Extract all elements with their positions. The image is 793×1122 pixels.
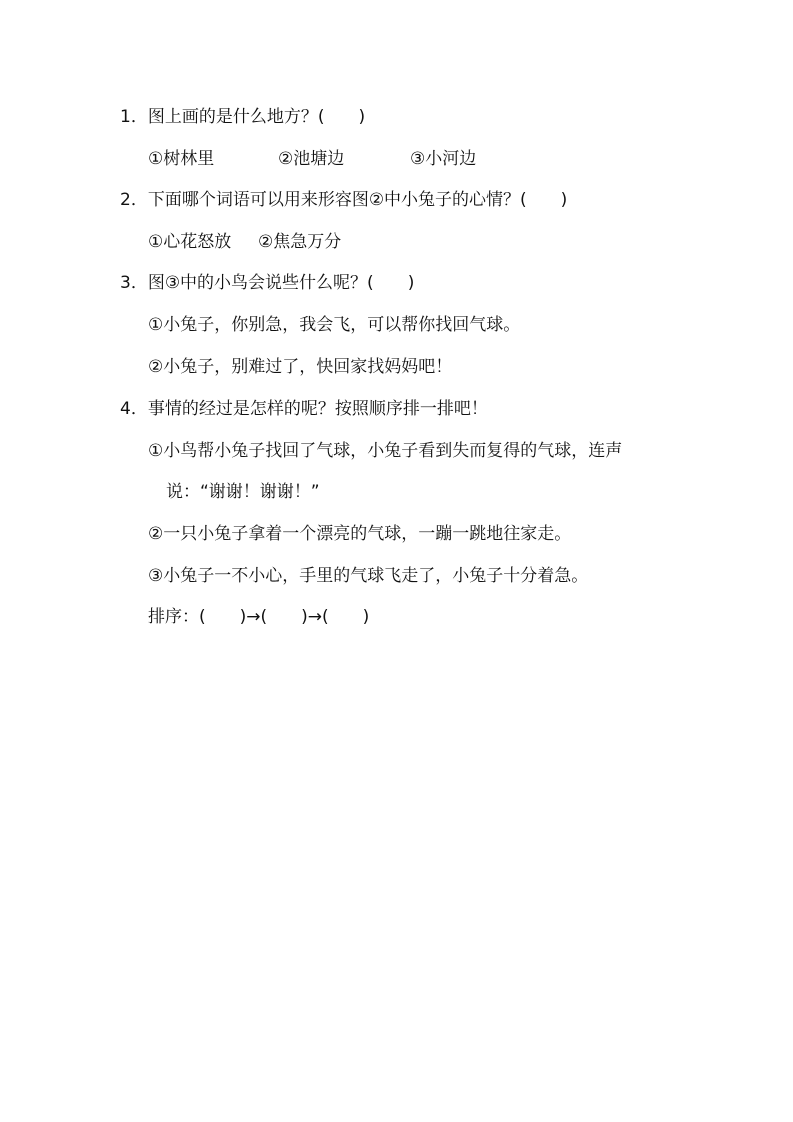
option-1-2: ②池塘边 (278, 149, 345, 169)
question-3: 3．图③中的小鸟会说些什么呢？( ) (120, 273, 415, 293)
option-3-2: ②小兔子，别难过了，快回家找妈妈吧！ (148, 357, 453, 377)
question-4: 4．事情的经过是怎样的呢？按照顺序排一排吧！ (120, 399, 488, 419)
event-1: ①小鸟帮小兔子找回了气球，小兔子看到失而复得的气球，连声 (148, 441, 623, 461)
order-answer-line: 排序：( )→( )→( ) (148, 607, 370, 627)
event-2: ②一只小兔子拿着一个漂亮的气球，一蹦一跳地往家走。 (148, 524, 572, 544)
option-1-1: ①树林里 (148, 149, 215, 169)
question-2: 2．下面哪个词语可以用来形容图②中小兔子的心情？( ) (120, 190, 568, 210)
option-1-3: ③小河边 (410, 149, 477, 169)
question-1: 1．图上画的是什么地方？( ) (120, 107, 366, 127)
option-3-1: ①小兔子，你别急，我会飞，可以帮你找回气球。 (148, 315, 521, 335)
event-1-continued: 说：“谢谢！谢谢！” (166, 482, 320, 502)
option-2-2: ②焦急万分 (258, 232, 342, 252)
option-2-1: ①心花怒放 (148, 232, 232, 252)
event-3: ③小兔子一不小心，手里的气球飞走了，小兔子十分着急。 (148, 566, 589, 586)
